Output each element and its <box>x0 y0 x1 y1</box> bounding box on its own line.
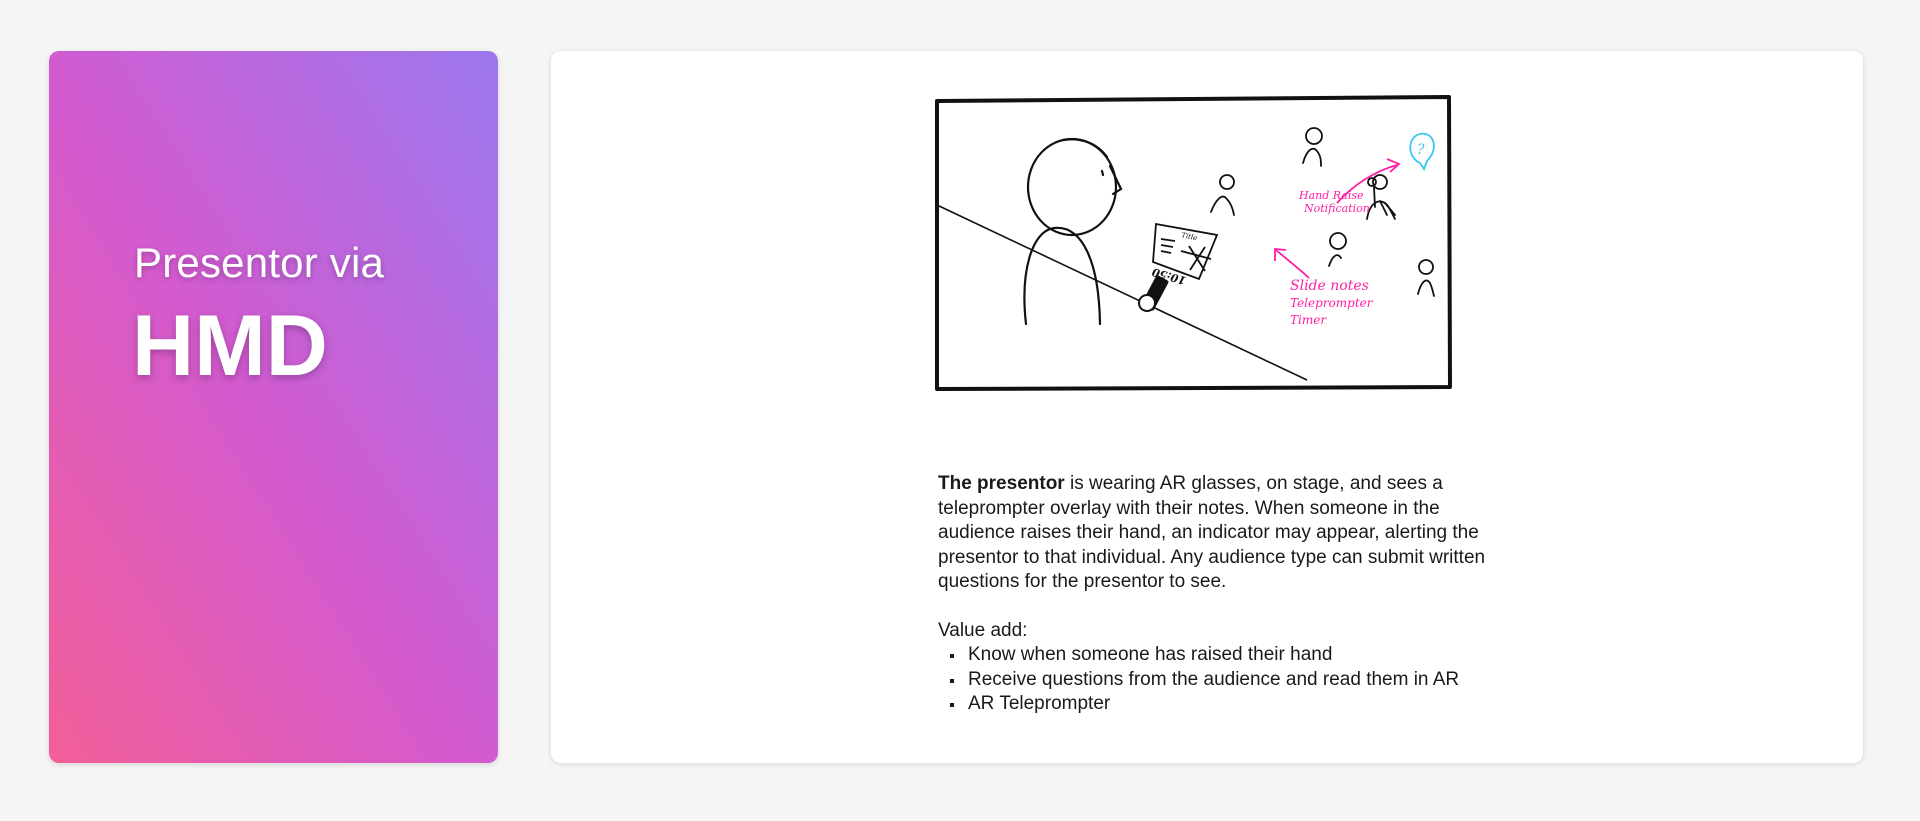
presentor-figure <box>1024 139 1121 324</box>
description-paragraph <box>938 472 1498 595</box>
overlay-label-line2: Teleprompter <box>1290 296 1373 310</box>
description-lead: The presentor <box>938 473 1065 494</box>
content-card <box>551 51 1863 763</box>
overlay-label-line1: Slide notes <box>1290 278 1369 294</box>
value-add-list <box>938 643 1498 717</box>
overlay-title: Title <box>1180 231 1199 243</box>
overlay-timer: 10:50 <box>1150 265 1188 288</box>
stage-edge-line <box>937 205 1307 380</box>
question-mark: ? <box>1417 142 1425 158</box>
storyboard-sketch <box>935 91 1483 461</box>
card-subtitle: Presentor via <box>134 239 385 286</box>
scenario-description <box>938 472 1498 717</box>
sketch-frame <box>937 97 1450 389</box>
description-body: is wearing AR glasses, on stage, and sees a teleprompter overlay with their notes. When someone in the audience raises their hand, an indicator may appear, alerting the presentor to that individual. Any audience type can submit written questions for the presentor to see. <box>938 473 1486 592</box>
title-card <box>49 51 498 763</box>
list-item: Know when someone has raised their hand <box>950 643 1498 668</box>
overlay-arrow <box>1276 250 1309 278</box>
hand-raise-label-line1: Hand Raise <box>1299 189 1364 202</box>
card-title: HMD <box>132 298 328 394</box>
list-item: AR Teleprompter <box>950 692 1498 717</box>
value-add-heading: Value add: <box>938 619 1028 641</box>
hand-raise-label-line2: Notification <box>1304 202 1370 215</box>
overlay-label-line3: Timer <box>1290 313 1327 327</box>
list-item: Receive questions from the audience and read them in AR <box>950 668 1498 693</box>
